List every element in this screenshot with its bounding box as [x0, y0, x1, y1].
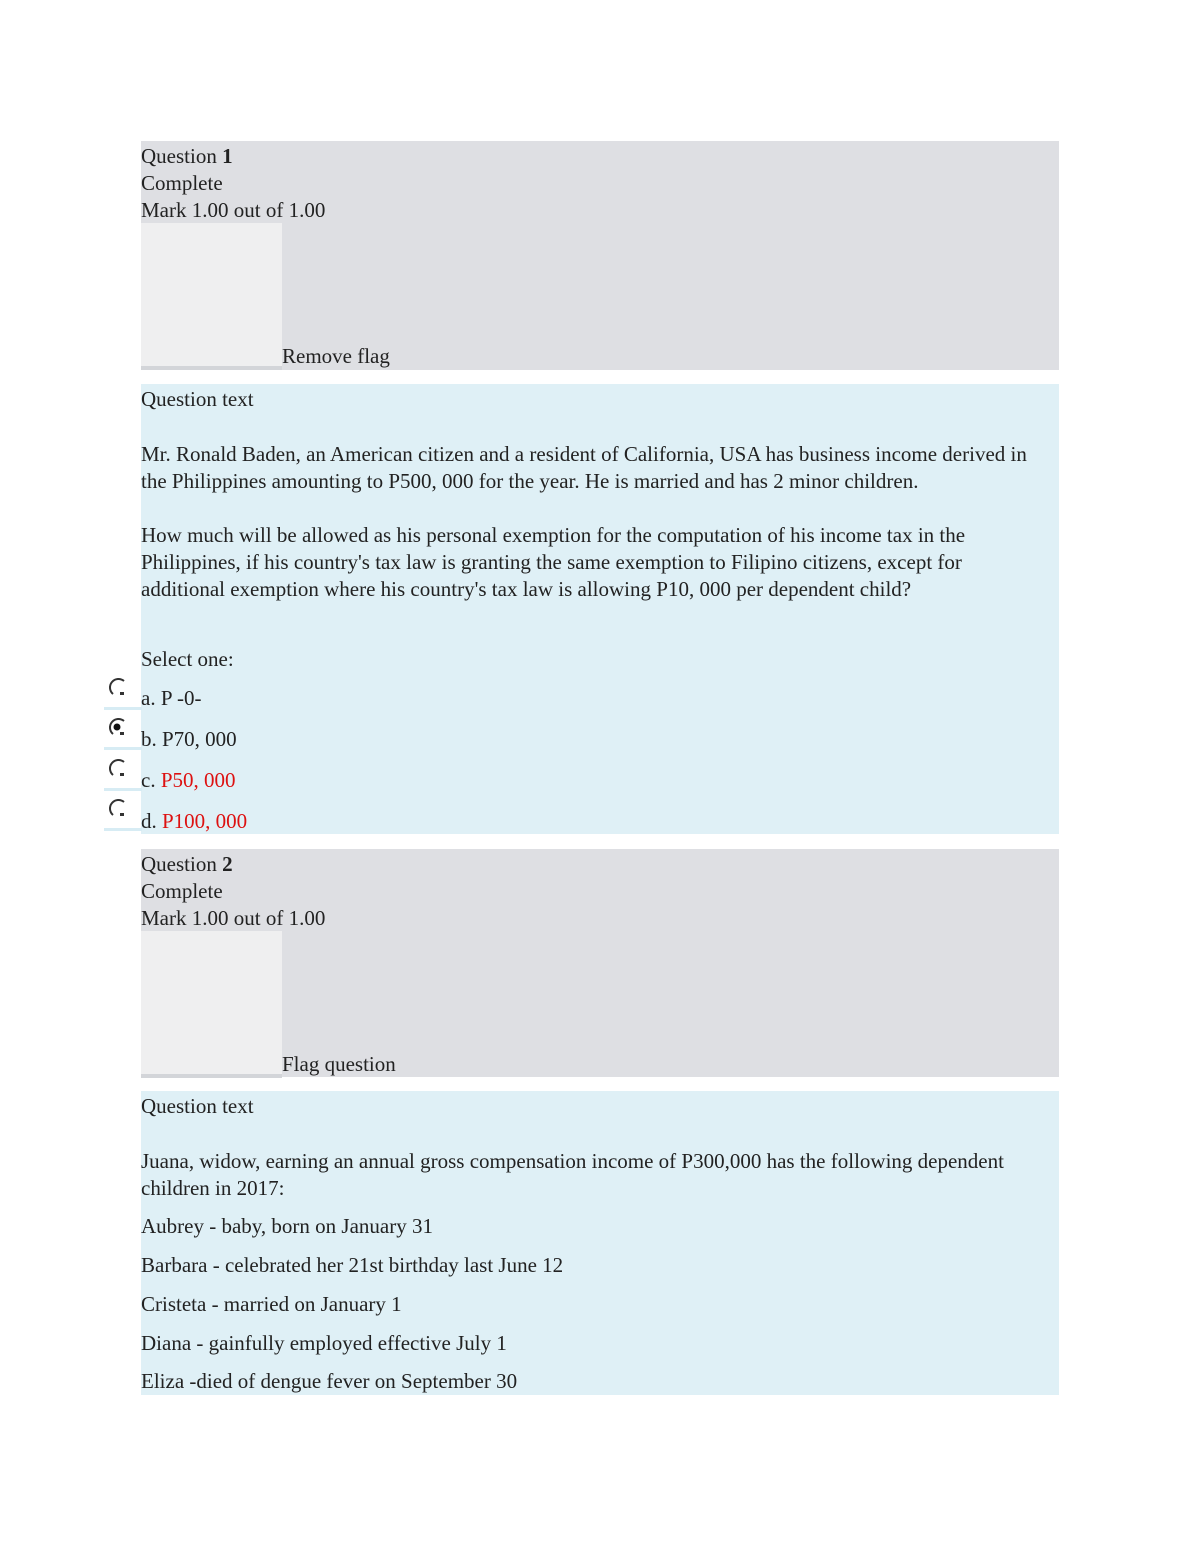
question-2-flag-icon-area[interactable]	[141, 931, 282, 1078]
question-1-state: Complete	[141, 171, 223, 195]
flag-question-button[interactable]: Flag question	[282, 1052, 396, 1076]
remove-flag-button[interactable]: Remove flag	[282, 344, 390, 368]
incorrect-answer-text: P50, 000	[160, 768, 236, 792]
question-1-info	[141, 141, 1059, 370]
question-2-content	[141, 1091, 1059, 1395]
dependent-child-item: Diana - gainfully employed effective July 1	[141, 1331, 507, 1355]
incorrect-answer-text: P100, 000	[162, 809, 248, 833]
question-1-flag-icon-area[interactable]	[141, 223, 282, 370]
radio-unselected-icon	[107, 757, 131, 783]
question-2-paragraph-1: Juana, widow, earning an annual gross compensation income of P300,000 has the following dependent children in 2017:	[141, 1149, 1004, 1200]
question-1-paragraph-2: How much will be allowed as his personal exemption for the computation of his income tax in the Philippines, if his country's tax law is granting the same exemption to Filipino citizens, except for additional exemption where his country's tax law is allowing P10, 000 per dependent child?	[141, 523, 966, 601]
radio-option-d[interactable]	[104, 797, 142, 831]
answer-option-d[interactable]: d. P100, 000	[141, 809, 248, 833]
question-2-text-label: Question text	[141, 1094, 254, 1118]
radio-option-c[interactable]	[104, 757, 142, 791]
radio-option-b[interactable]	[104, 716, 142, 750]
dependent-child-item: Eliza -died of dengue fever on September 30	[141, 1369, 518, 1393]
answer-option-c[interactable]: c. P50, 000	[141, 768, 236, 792]
question-2-state: Complete	[141, 879, 223, 903]
question-1-paragraph-1: Mr. Ronald Baden, an American citizen and a resident of California, USA has business income derived in the Philippines amounting to P500, 000 for the year. He is married and has 2 minor children.	[141, 442, 1027, 493]
question-1-prompt: Select one:	[141, 647, 234, 671]
question-1-grade: Mark 1.00 out of 1.00	[141, 198, 326, 222]
dependent-child-item: Cristeta - married on January 1	[141, 1292, 402, 1316]
dependent-child-item: Aubrey - baby, born on January 31	[141, 1214, 433, 1238]
question-2-grade: Mark 1.00 out of 1.00	[141, 906, 326, 930]
question-1-number: Question 1	[141, 144, 233, 168]
question-1-content	[141, 384, 1059, 834]
question-2-info	[141, 849, 1059, 1077]
radio-unselected-icon	[107, 676, 131, 702]
radio-unselected-icon	[107, 797, 131, 823]
question-1-text-label: Question text	[141, 387, 254, 411]
radio-option-a[interactable]	[104, 676, 142, 710]
answer-option-a[interactable]: a. P -0-	[141, 686, 202, 710]
answer-option-b[interactable]: b. P70, 000	[141, 727, 237, 751]
question-2-number: Question 2	[141, 852, 233, 876]
radio-selected-icon	[107, 716, 131, 742]
dependent-child-item: Barbara - celebrated her 21st birthday last June 12	[141, 1253, 564, 1277]
